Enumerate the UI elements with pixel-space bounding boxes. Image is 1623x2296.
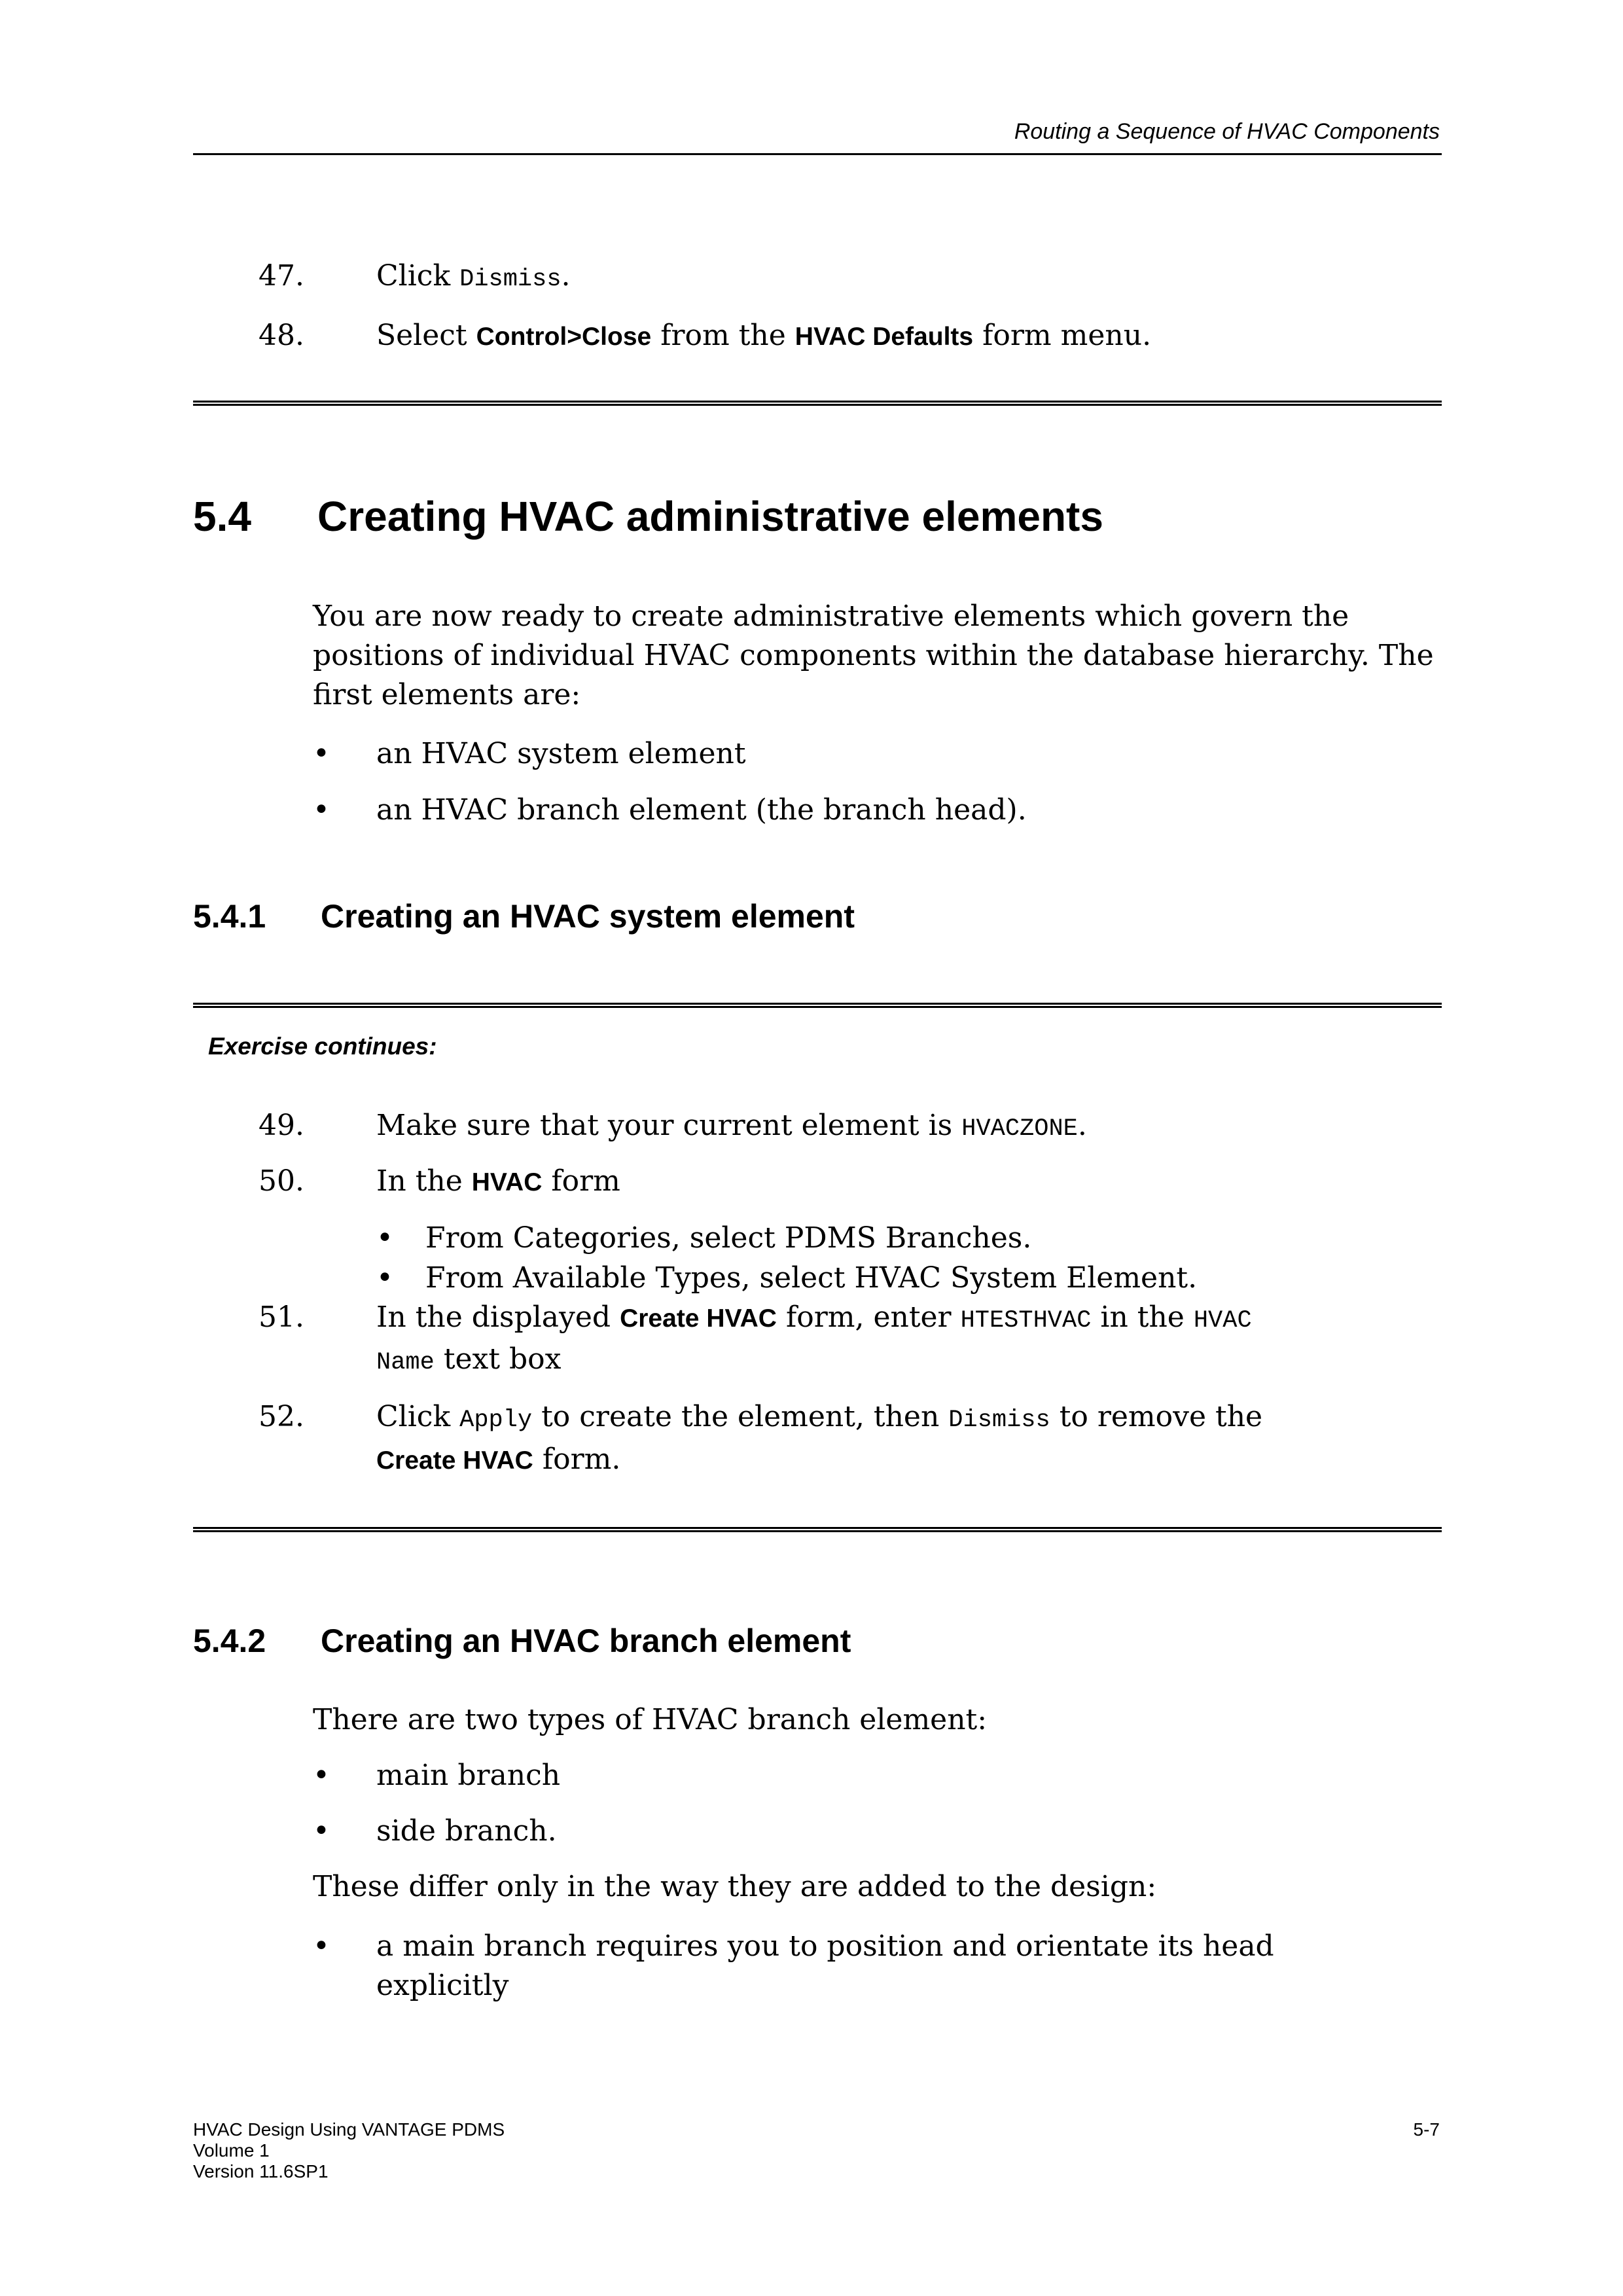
section-heading: 5.4 Creating HVAC administrative elements: [193, 493, 1103, 540]
exercise-end-rule: [193, 1527, 1442, 1532]
step-text: Click Dismiss.: [376, 259, 571, 293]
step-number: 48.: [259, 319, 304, 352]
section-intro: You are now ready to create administrative elements which govern the positions of individual HVAC components within the database hierarchy. The first elements are:: [313, 600, 1434, 711]
step-text: Click Apply to create the element, then Dismiss to remove the: [376, 1400, 1263, 1434]
running-header: Routing a Sequence of HVAC Components: [1014, 119, 1440, 144]
step-text: Select Control>Close from the HVAC Defaults form menu.: [376, 319, 1152, 352]
step-text: Make sure that your current element is HVACZONE.: [376, 1109, 1087, 1143]
subsection-heading: 5.4.2 Creating an HVAC branch element: [193, 1623, 851, 1659]
step-text: In the displayed Create HVAC form, enter HTESTHVAC in the HVAC: [376, 1300, 1252, 1335]
page-number: 5-7: [1413, 2119, 1440, 2140]
header-rule: [193, 153, 1442, 155]
step-number: 52.: [259, 1400, 304, 1433]
exercise-end-rule: [193, 401, 1442, 406]
step-text-cont: Name text box: [376, 1342, 562, 1376]
sub2-differ: These differ only in the way they are added to the design:: [313, 1870, 1157, 1903]
step-number: 47.: [259, 259, 304, 293]
step-number: 50.: [259, 1164, 304, 1198]
sub2-intro: There are two types of HVAC branch element:: [313, 1703, 988, 1736]
subsection-heading: 5.4.1 Creating an HVAC system element: [193, 898, 855, 935]
exercise-start-rule: [193, 1003, 1442, 1008]
step-number: 51.: [259, 1300, 304, 1334]
step-text: In the HVAC form: [376, 1164, 620, 1198]
footer-version: Version 11.6SP1: [193, 2161, 329, 2181]
step-number: 49.: [259, 1109, 304, 1142]
step-text-cont: Create HVAC form.: [376, 1443, 621, 1476]
exercise-label: Exercise continues:: [208, 1033, 437, 1060]
footer-book: HVAC Design Using VANTAGE PDMS: [193, 2119, 505, 2140]
footer-volume: Volume 1: [193, 2140, 270, 2161]
